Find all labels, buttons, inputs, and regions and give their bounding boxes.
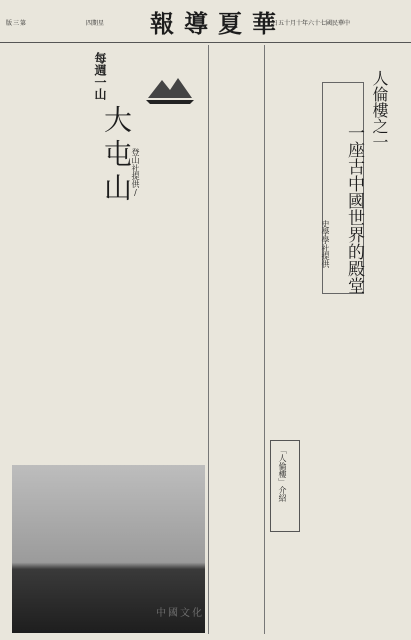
issue-date: 日五十月十年六十七國民華中 — [272, 20, 351, 27]
main-headline: 一座古中國世界的殿堂 — [344, 124, 364, 294]
weekly-mountain-label: 每週一山 — [93, 52, 107, 100]
article-title: 大屯山 — [100, 105, 133, 207]
article-body — [12, 160, 202, 460]
column-label: 人倫樓之一 — [370, 70, 389, 150]
weekly-mountain-block — [92, 52, 192, 110]
masthead — [0, 0, 411, 43]
paper-name: 報導夏華 — [150, 9, 286, 38]
article-byline: 登山社提供/ — [131, 148, 140, 197]
author-byline: 史學學社提供 — [321, 220, 330, 268]
mountain-logo-icon — [144, 70, 196, 106]
column-separator — [264, 45, 265, 634]
page-label: 版三第 — [6, 20, 28, 27]
weekday-label: 四期星 — [86, 20, 105, 27]
sub-article-title: 「人倫樓」介紹 — [278, 446, 287, 502]
right-margin-column — [366, 286, 408, 626]
column-separator — [208, 45, 209, 634]
archive-watermark: 中國文化 — [156, 608, 204, 619]
right-article-body — [214, 56, 262, 626]
